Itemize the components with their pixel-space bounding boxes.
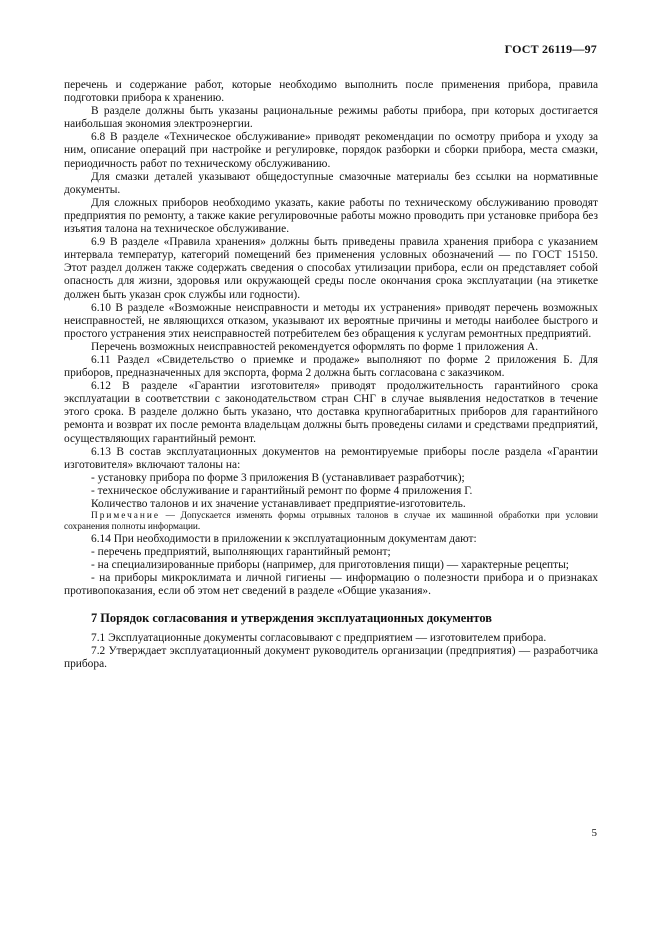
- page-number: 5: [591, 827, 597, 839]
- paragraph-6-14: 6.14 При необходимости в приложении к эксплуатационным документам дают:: [91, 533, 477, 546]
- note-text: — Допускается изменять формы отрывных талонов в случае их машинной обработки при условии сохранения полноты информации.: [64, 511, 598, 533]
- standard-header: ГОСТ 26119—97: [504, 42, 597, 56]
- list-item: - на приборы микроклимата и личной гигиены — информацию о полезности прибора и о признаках противопоказания, если об этом нет сведений в разделе «Общие указания».: [64, 572, 598, 598]
- paragraph-6-13: 6.13 В состав эксплуатационных документов на ремонтируемые приборы после раздела «Гарантии изготовителя» включают талоны на:: [64, 445, 598, 471]
- paragraph-6-12: 6.12 В разделе «Гарантии изготовителя» приводят продолжительность гарантийного срока эксплуатации в соответствии с законодательством стран СНГ в случае выявления недостатков в течение этого срока. В разделе должно быть указано, что доставка крупногабаритных приборов для гарантийного ремонта и возврат их после ремонта владельцам должны быть проведены силами и средствами предприятий, осуществляющих гарантийный ремонт.: [64, 380, 598, 445]
- section-7-heading: 7 Порядок согласования и утверждения эксплуатационных документов: [91, 610, 492, 625]
- paragraph: Количество талонов и их значение устанавливает предприятие-изготовитель.: [91, 498, 466, 510]
- page-body: [64, 79, 598, 671]
- paragraph-6-11: 6.11 Раздел «Свидетельство о приемке и продаже» выполняют по форме 2 приложения Б. Для приборов, предназначенных для экспорта, форма 2 должна быть согласована с заказчиком.: [64, 353, 598, 380]
- paragraph: В разделе должны быть указаны рациональные режимы работы прибора, при которых достигается наибольшая экономия электроэнергии.: [64, 105, 598, 131]
- paragraph-6-8: 6.8 В разделе «Техническое обслуживание» приводят рекомендации по осмотру прибора и уходу за ним, описание операций при настройке и регулировке, порядок разборки и сборки прибора, места смазки, периодичность работ по техническому обслуживанию.: [64, 131, 598, 170]
- note: [64, 511, 598, 533]
- note-label: Примечание: [91, 511, 160, 522]
- list-item: - техническое обслуживание и гарантийный ремонт по форме 4 приложения Г.: [91, 484, 473, 497]
- paragraph-6-9: 6.9 В разделе «Правила хранения» должны быть приведены правила хранения прибора с указанием интервала температур, категорий помещений без применения условных обозначений — по ГОСТ 15150. Этот раздел должен также содержать сведения о способах утилизации прибора, если он представляет собой опасность для жизни, здоровья или окружающей среды после окончания срока эксплуатации (на этикетке должен быть указан срок службы или годности).: [64, 236, 598, 301]
- paragraph-6-10: 6.10 В разделе «Возможные неисправности и методы их устранения» приводят перечень возможных неисправностей, не являющихся отказом, указывают их вероятные причины и методы наиболее быстрого и простого устранения этих неисправностей потребителем без обращения к услугам ремонтных предприятий.: [64, 301, 598, 340]
- paragraph: Для смазки деталей указывают общедоступные смазочные материалы без ссылки на нормативные документы.: [64, 170, 598, 196]
- paragraph-7-1: 7.1 Эксплуатационные документы согласовывают с предприятием — изготовителем прибора.: [91, 631, 547, 644]
- paragraph: Для сложных приборов необходимо указать, какие работы по техническому обслуживанию проводят предприятия по ремонту, а также какие регулировочные работы можно проводить при установке прибора без изъятия талона на техническое обслуживание.: [64, 196, 598, 236]
- paragraph: Перечень возможных неисправностей рекомендуется оформлять по форме 1 приложения А.: [91, 340, 539, 353]
- paragraph-7-2: 7.2 Утверждает эксплуатационный документ руководитель организации (предприятия) — разработчика прибора.: [64, 644, 598, 670]
- paragraph: перечень и содержание работ, которые необходимо выполнить после применения прибора, правила подготовки прибора к хранению.: [64, 79, 598, 105]
- list-item: - установку прибора по форме 3 приложения В (устанавливает разработчик);: [91, 471, 465, 484]
- list-item: - на специализированные приборы (например, для приготовления пищи) — характерные рецепты;: [91, 559, 569, 572]
- list-item: - перечень предприятий, выполняющих гарантийный ремонт;: [91, 546, 391, 559]
